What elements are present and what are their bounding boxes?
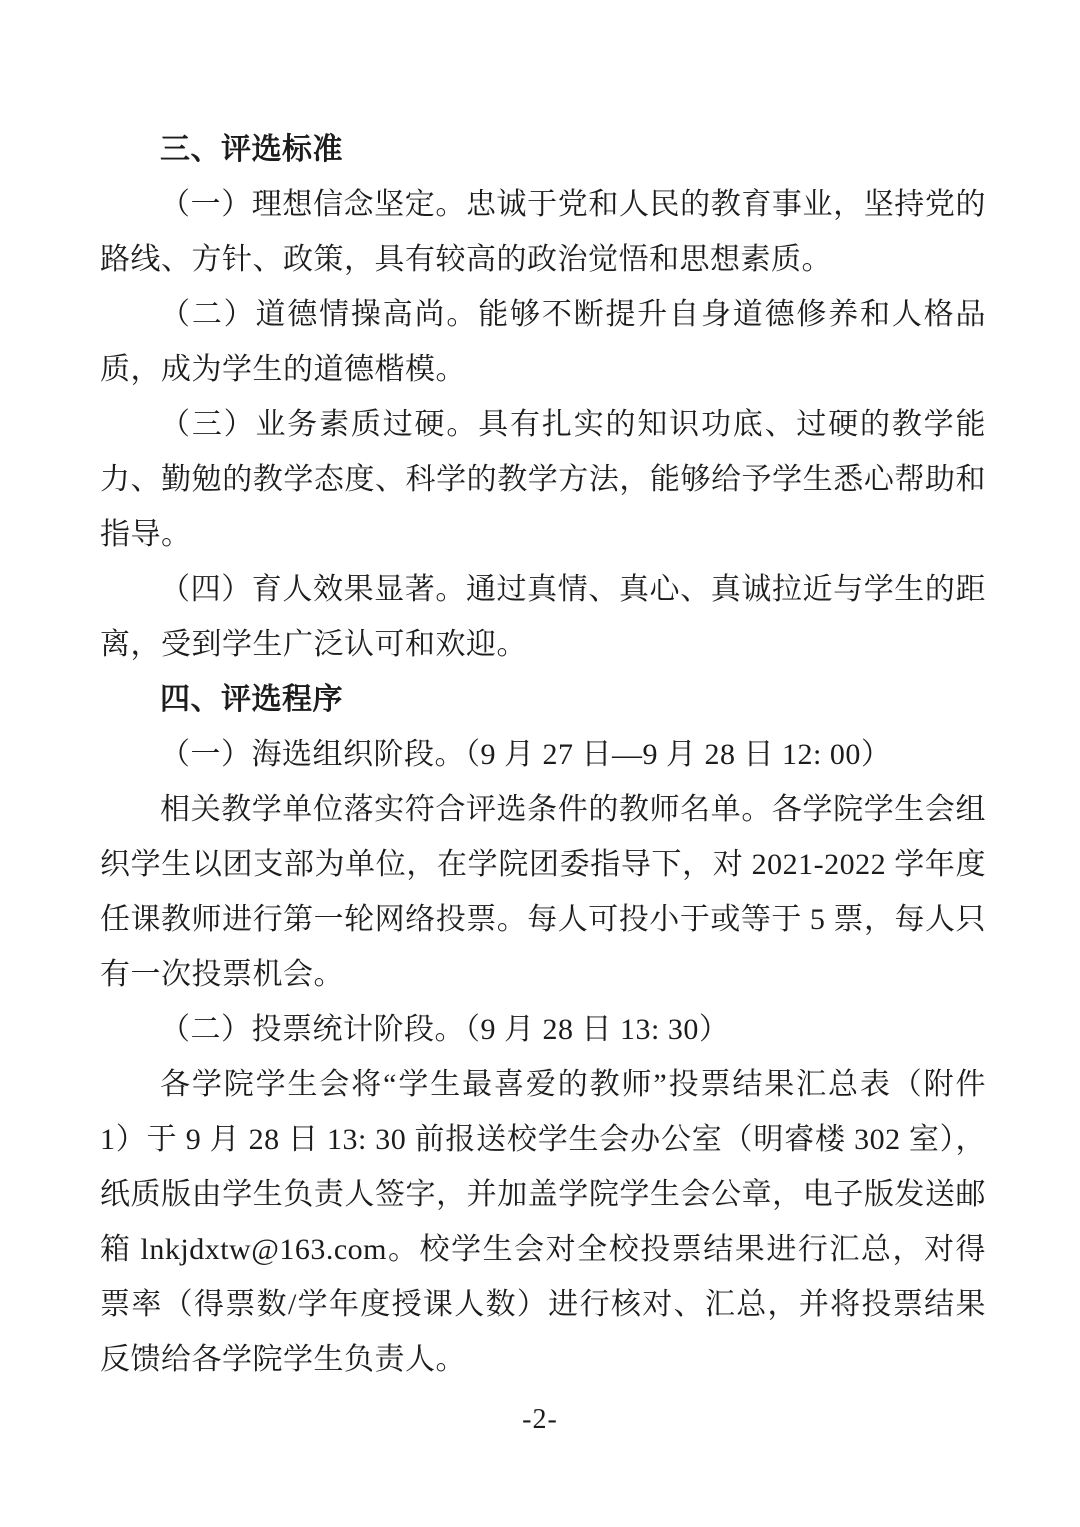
paragraph-procedure-stage1: （一）海选组织阶段。（9 月 27 日—9 月 28 日 12: 00）	[160, 738, 892, 771]
paragraph-procedure-stage1-detail: 相关教学单位落实符合评选条件的教师名单。各学院学生会组织学生以团支部为单位，在学院团委指导下，对 2021-2022 学年度任课教师进行第一轮网络投票。每人可投小于或等于 5 票，每人只有一次投票机会。	[100, 793, 986, 991]
section-heading-criteria: 三、评选标准	[160, 133, 343, 166]
paragraph-criteria-2: （二）道德情操高尚。能够不断提升自身道德修养和人格品质，成为学生的道德楷模。	[100, 298, 986, 386]
paragraph-procedure-stage2-detail: 各学院学生会将“学生最喜爱的教师”投票结果汇总表（附件 1）于 9 月 28 日 13: 30 前报送校学生会办公室（明睿楼 302 室），纸质版由学生负责人签字，并加盖学院学生会公章，电子版发送邮箱 lnkjdxtw@163.com。校学生会对全校投票结果进行汇总，对得票率（得票数/学年度授课人数）进行核对、汇总，并将投票结果反馈给各学院学生负责人。	[100, 1068, 986, 1376]
document-body	[100, 122, 986, 1387]
paragraph-criteria-4: （四）育人效果显著。通过真情、真心、真诚拉近与学生的距离，受到学生广泛认可和欢迎。	[100, 573, 986, 661]
page-number: -2-	[522, 1404, 558, 1435]
paragraph-criteria-1: （一）理想信念坚定。忠诚于党和人民的教育事业，坚持党的路线、方针、政策，具有较高的政治觉悟和思想素质。	[100, 188, 986, 276]
paragraph-procedure-stage2: （二）投票统计阶段。（9 月 28 日 13: 30）	[160, 1013, 730, 1046]
section-heading-procedure: 四、评选程序	[160, 683, 343, 716]
paragraph-criteria-3: （三）业务素质过硬。具有扎实的知识功底、过硬的教学能力、勤勉的教学态度、科学的教学方法，能够给予学生悉心帮助和指导。	[100, 408, 986, 551]
